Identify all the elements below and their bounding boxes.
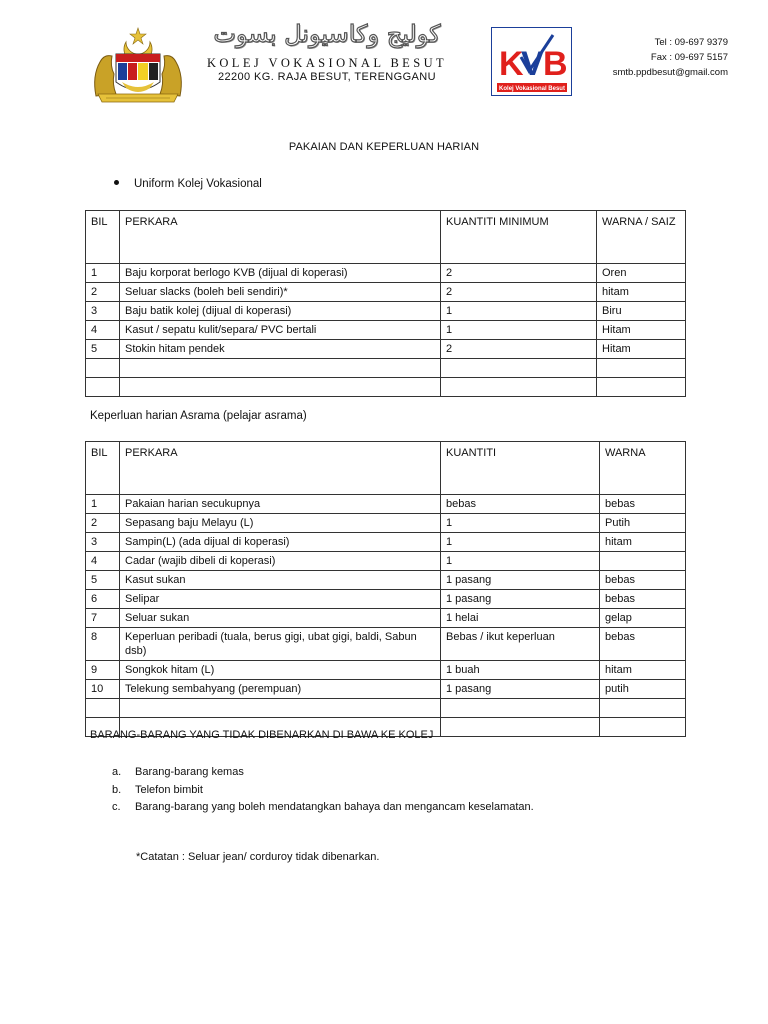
cell-kuantiti: 1 pasang	[441, 680, 600, 699]
cell-perkara: Kasut / sepatu kulit/separa/ PVC bertali	[120, 321, 441, 340]
cell-warna: bebas	[600, 590, 686, 609]
header-kuantiti: KUANTITI MINIMUM	[441, 211, 597, 264]
college-address: 22200 KG. RAJA BESUT, TERENGGANU	[217, 71, 436, 83]
college-name: KOLEJ VOKASIONAL BESUT	[206, 56, 448, 70]
cell-perkara: Cadar (wajib dibeli di koperasi)	[120, 552, 441, 571]
table-row	[86, 680, 686, 699]
cell-bil: 9	[86, 661, 120, 680]
cell-perkara: Stokin hitam pendek	[120, 340, 441, 359]
cell-kuantiti: 1 pasang	[441, 590, 600, 609]
cell-warna: Hitam	[597, 321, 686, 340]
cell-bil: 3	[86, 302, 120, 321]
table-row	[86, 552, 686, 571]
table-row	[86, 495, 686, 514]
empty-cell	[86, 378, 120, 397]
cell-kuantiti: 2	[441, 283, 597, 302]
cell-perkara: Keperluan peribadi (tuala, berus gigi, ubat gigi, baldi, Sabun dsb)	[120, 628, 441, 661]
cell-warna: bebas	[600, 495, 686, 514]
cell-bil: 6	[86, 590, 120, 609]
empty-row	[86, 378, 686, 397]
cell-bil: 10	[86, 680, 120, 699]
cell-warna: bebas	[600, 628, 686, 661]
list-item-text: Barang-barang kemas	[135, 766, 244, 778]
cell-bil: 4	[86, 552, 120, 571]
cell-bil: 1	[86, 264, 120, 283]
table-row	[86, 340, 686, 359]
note-text: *Catatan : Seluar jean/ corduroy tidak dibenarkan.	[136, 851, 380, 863]
cell-warna: bebas	[600, 571, 686, 590]
malaysia-coat-of-arms-icon	[90, 26, 186, 104]
table-row	[86, 571, 686, 590]
svg-text:B: B	[543, 45, 568, 83]
header-bil: BIL	[86, 211, 120, 264]
header-bil: BIL	[86, 442, 120, 495]
cell-warna: Oren	[597, 264, 686, 283]
svg-text:V: V	[521, 45, 544, 83]
empty-cell	[441, 699, 600, 718]
cell-perkara: Sampin(L) (ada dijual di koperasi)	[120, 533, 441, 552]
cell-perkara: Selipar	[120, 590, 441, 609]
cell-perkara: Seluar slacks (boleh beli sendiri)*	[120, 283, 441, 302]
cell-bil: 1	[86, 495, 120, 514]
list-marker: a.	[112, 766, 122, 778]
kvb-logo-icon	[491, 27, 572, 96]
contact-info	[613, 35, 728, 80]
cell-perkara: Pakaian harian secukupnya	[120, 495, 441, 514]
cell-perkara: Baju korporat berlogo KVB (dijual di koperasi)	[120, 264, 441, 283]
empty-cell	[120, 699, 441, 718]
list-item-text: Barang-barang yang boleh mendatangkan bahaya dan mengancam keselamatan.	[135, 801, 534, 813]
cell-perkara: Telekung sembahyang (perempuan)	[120, 680, 441, 699]
cell-warna: Biru	[597, 302, 686, 321]
cell-bil: 5	[86, 571, 120, 590]
cell-kuantiti: 1	[441, 514, 600, 533]
prohibited-items-list	[112, 766, 534, 819]
cell-kuantiti: Bebas / ikut keperluan	[441, 628, 600, 661]
cell-bil: 5	[86, 340, 120, 359]
cell-kuantiti: 1	[441, 302, 597, 321]
empty-cell	[441, 359, 597, 378]
cell-kuantiti: 1	[441, 533, 600, 552]
list-item	[112, 766, 534, 784]
header-perkara: PERKARA	[120, 211, 441, 264]
cell-perkara: Sepasang baju Melayu (L)	[120, 514, 441, 533]
header-kuantiti: KUANTITI	[441, 442, 600, 495]
cell-warna: Putih	[600, 514, 686, 533]
hostel-needs-table	[85, 441, 686, 737]
cell-warna: hitam	[600, 661, 686, 680]
cell-kuantiti: 2	[441, 264, 597, 283]
cell-perkara: Songkok hitam (L)	[120, 661, 441, 680]
telephone-number: Tel : 09-697 9379	[654, 37, 728, 48]
email-address: smtb.ppdbesut@gmail.com	[612, 67, 728, 78]
cell-kuantiti: 1	[441, 321, 597, 340]
cell-kuantiti: 2	[441, 340, 597, 359]
list-item-text: Telefon bimbit	[135, 783, 203, 796]
empty-cell	[120, 378, 441, 397]
list-item	[112, 784, 534, 802]
cell-kuantiti: 1 pasang	[441, 571, 600, 590]
cell-warna: gelap	[600, 609, 686, 628]
table-header-row	[86, 211, 686, 264]
empty-cell	[86, 359, 120, 378]
header-warna: WARNA / SAIZ	[597, 211, 686, 264]
header-warna: WARNA	[600, 442, 686, 495]
empty-cell	[441, 378, 597, 397]
empty-cell	[86, 699, 120, 718]
list-marker: b.	[112, 783, 122, 796]
cell-kuantiti: 1 helai	[441, 609, 600, 628]
page-title: PAKAIAN DAN KEPERLUAN HARIAN	[288, 141, 480, 153]
empty-cell	[600, 699, 686, 718]
empty-cell	[600, 718, 686, 737]
cell-perkara: Baju batik kolej (dijual di koperasi)	[120, 302, 441, 321]
cell-bil: 4	[86, 321, 120, 340]
college-jawi-title: كوليج وكاسيونل بسوت	[213, 20, 441, 48]
cell-bil: 3	[86, 533, 120, 552]
empty-cell	[597, 378, 686, 397]
list-item	[112, 801, 534, 819]
section1-heading	[114, 178, 262, 190]
table-header-row	[86, 442, 686, 495]
cell-kuantiti: bebas	[441, 495, 600, 514]
empty-row	[86, 359, 686, 378]
table-row	[86, 321, 686, 340]
cell-bil: 7	[86, 609, 120, 628]
cell-warna	[600, 552, 686, 571]
section2-title: Keperluan harian Asrama (pelajar asrama)	[90, 410, 307, 422]
table-row	[86, 628, 686, 661]
cell-bil: 8	[86, 628, 120, 661]
table-row	[86, 514, 686, 533]
cell-perkara: Seluar sukan	[120, 609, 441, 628]
table-row	[86, 302, 686, 321]
table-row	[86, 590, 686, 609]
cell-kuantiti: 1 buah	[441, 661, 600, 680]
empty-cell	[120, 359, 441, 378]
svg-text:Kolej Vokasional Besut: Kolej Vokasional Besut	[499, 86, 565, 92]
cell-bil: 2	[86, 283, 120, 302]
cell-warna: Hitam	[597, 340, 686, 359]
fax-number: Fax : 09-697 5157	[650, 52, 728, 63]
cell-kuantiti: 1	[441, 552, 600, 571]
cell-warna: putih	[600, 680, 686, 699]
uniform-table	[85, 210, 686, 397]
bullet-icon	[114, 180, 119, 185]
cell-bil: 2	[86, 514, 120, 533]
cell-warna: hitam	[597, 283, 686, 302]
table-row	[86, 533, 686, 552]
table-row	[86, 661, 686, 680]
cell-warna: hitam	[600, 533, 686, 552]
empty-cell	[441, 718, 600, 737]
table-row	[86, 264, 686, 283]
empty-cell	[597, 359, 686, 378]
table-row	[86, 283, 686, 302]
list-marker: c.	[112, 801, 121, 813]
cell-perkara: Kasut sukan	[120, 571, 441, 590]
svg-text:K: K	[499, 45, 524, 83]
table-row	[86, 609, 686, 628]
section3-title: BARANG-BARANG YANG TIDAK DIBENARKAN DI BAWA KE KOLEJ	[90, 729, 434, 741]
section1-title: Uniform Kolej Vokasional	[134, 178, 262, 190]
header-perkara: PERKARA	[120, 442, 441, 495]
empty-row	[86, 699, 686, 718]
